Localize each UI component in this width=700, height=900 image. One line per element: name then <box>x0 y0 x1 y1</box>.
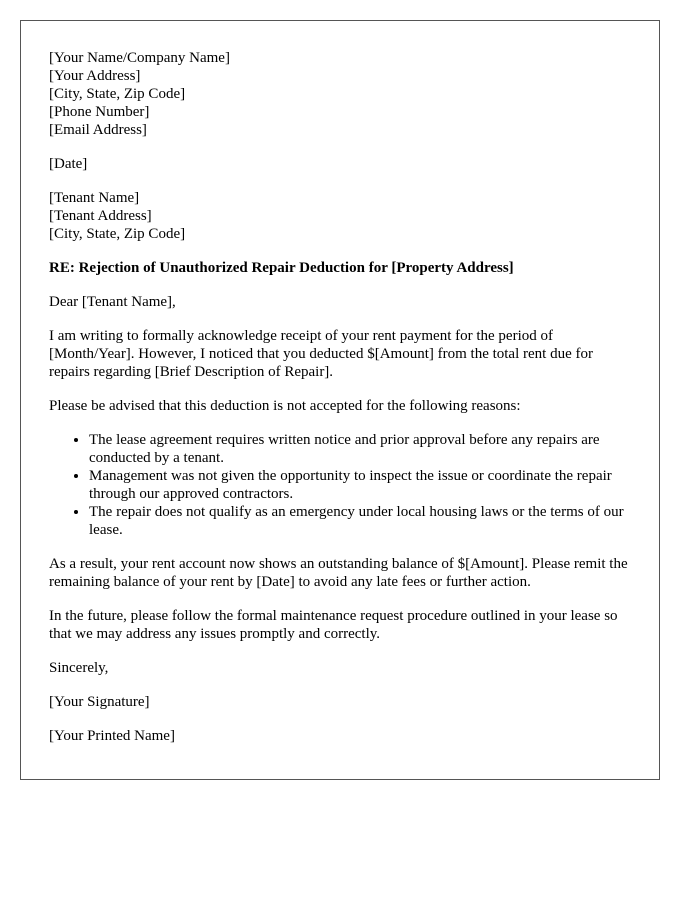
sender-block <box>49 49 631 139</box>
reason-item: • Management was not given the opportunity to inspect the issue or coordinate the repair through our approved contractors. <box>89 467 631 503</box>
letter-date: [Date] <box>49 156 88 172</box>
letter-page <box>20 20 660 780</box>
body-paragraph-2: Please be advised that this deduction is not accepted for the following reasons: <box>49 398 521 414</box>
reason-item: • The lease agreement requires written notice and prior approval before any repairs are conducted by a tenant. <box>89 431 631 467</box>
recipient-name: [Tenant Name] <box>49 190 140 206</box>
sender-address: [Your Address] <box>49 68 141 84</box>
body-paragraph-3: As a result, your rent account now shows an outstanding balance of $[Amount]. Please remit the remaining balance of your rent by [Date] to avoid any late fees or further action. <box>49 556 628 590</box>
sender-email: [Email Address] <box>49 122 147 138</box>
signature: [Your Signature] <box>49 694 150 710</box>
salutation: Dear [Tenant Name], <box>49 294 176 310</box>
recipient-city-state-zip: [City, State, Zip Code] <box>49 226 186 242</box>
recipient-address: [Tenant Address] <box>49 208 152 224</box>
date-block <box>49 155 631 173</box>
body-paragraph-4: In the future, please follow the formal maintenance request procedure outlined in your lease so that we may address any issues promptly and correctly. <box>49 608 618 642</box>
sender-name: [Your Name/Company Name] <box>49 50 230 66</box>
closing: Sincerely, <box>49 660 109 676</box>
recipient-block <box>49 189 631 243</box>
subject-line: RE: Rejection of Unauthorized Repair Deduction for [Property Address] <box>49 260 514 276</box>
sender-city-state-zip: [City, State, Zip Code] <box>49 86 186 102</box>
reasons-list <box>49 431 631 539</box>
printed-name: [Your Printed Name] <box>49 728 175 744</box>
sender-phone: [Phone Number] <box>49 104 150 120</box>
reason-item: • The repair does not qualify as an emergency under local housing laws or the terms of our lease. <box>89 503 631 539</box>
body-paragraph-1: I am writing to formally acknowledge receipt of your rent payment for the period of [Month/Year]. However, I noticed that you deducted $[Amount] from the total rent due for repairs regarding [Brief Description of Repair]. <box>49 328 593 380</box>
